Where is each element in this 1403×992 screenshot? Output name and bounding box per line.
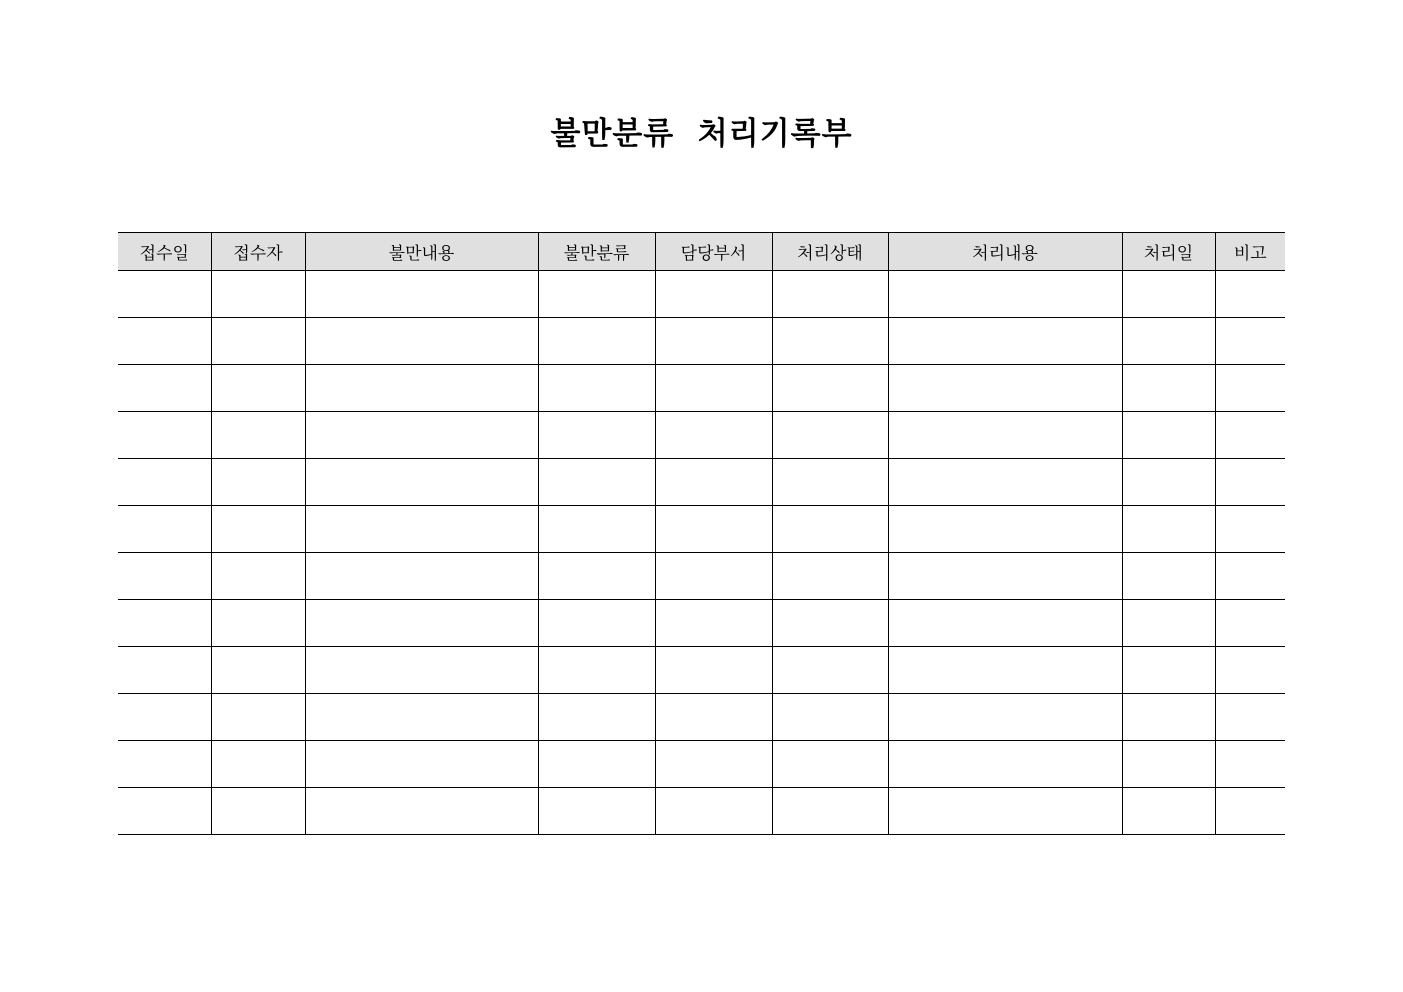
table-cell (211, 412, 305, 459)
table-cell (305, 600, 538, 647)
table-cell (118, 647, 211, 694)
table-body (118, 271, 1285, 835)
table-cell (888, 553, 1122, 600)
table-cell (1122, 365, 1215, 412)
table-cell (211, 318, 305, 365)
table-cell (118, 694, 211, 741)
table-cell (1215, 600, 1285, 647)
table-row (118, 412, 1285, 459)
table-cell (118, 741, 211, 788)
table-cell (305, 271, 538, 318)
table-cell (1122, 553, 1215, 600)
table-cell (655, 506, 772, 553)
table-cell (772, 365, 888, 412)
table-cell (1122, 459, 1215, 506)
table-cell (118, 271, 211, 318)
table-cell (655, 365, 772, 412)
header-row (118, 233, 1285, 271)
table-row (118, 459, 1285, 506)
table-cell (1122, 741, 1215, 788)
table-cell (211, 365, 305, 412)
table-cell (1215, 271, 1285, 318)
table-cell (1215, 788, 1285, 835)
table-cell (538, 647, 655, 694)
table-cell (772, 647, 888, 694)
column-header-receipt-date: 접수일 (118, 233, 211, 271)
table-cell (655, 694, 772, 741)
table-cell (538, 459, 655, 506)
table-cell (1215, 553, 1285, 600)
table-cell (305, 365, 538, 412)
table-cell (772, 459, 888, 506)
table-cell (118, 459, 211, 506)
table-cell (655, 412, 772, 459)
table-row (118, 506, 1285, 553)
column-header-remarks: 비고 (1215, 233, 1285, 271)
table-cell (118, 412, 211, 459)
table-cell (772, 318, 888, 365)
table-cell (538, 553, 655, 600)
table-cell (888, 506, 1122, 553)
table-cell (305, 318, 538, 365)
table-row (118, 318, 1285, 365)
table-cell (118, 553, 211, 600)
table-cell (305, 788, 538, 835)
table-cell (305, 694, 538, 741)
table-cell (211, 788, 305, 835)
column-header-complaint-category: 불만분류 (538, 233, 655, 271)
table-cell (1215, 694, 1285, 741)
table-row (118, 694, 1285, 741)
table-cell (538, 694, 655, 741)
column-header-department: 담당부서 (655, 233, 772, 271)
table-cell (772, 271, 888, 318)
table-cell (888, 271, 1122, 318)
table-cell (1122, 318, 1215, 365)
column-header-status: 처리상태 (772, 233, 888, 271)
table-row (118, 271, 1285, 318)
table-cell (888, 647, 1122, 694)
table-cell (1122, 694, 1215, 741)
table-cell (655, 788, 772, 835)
table-cell (118, 600, 211, 647)
table-cell (211, 647, 305, 694)
table-cell (655, 318, 772, 365)
table-cell (888, 788, 1122, 835)
table-cell (655, 271, 772, 318)
table-cell (655, 600, 772, 647)
table-cell (211, 600, 305, 647)
table-cell (1215, 318, 1285, 365)
table-cell (118, 318, 211, 365)
document-title: 불만분류 처리기록부 (550, 116, 853, 152)
table-cell (538, 365, 655, 412)
table-cell (211, 271, 305, 318)
table-cell (888, 365, 1122, 412)
table-cell (1215, 647, 1285, 694)
table-cell (655, 741, 772, 788)
table-cell (1215, 365, 1285, 412)
table-cell (888, 741, 1122, 788)
table-cell (1122, 271, 1215, 318)
table-cell (538, 506, 655, 553)
table-cell (305, 506, 538, 553)
table-cell (538, 412, 655, 459)
table-cell (888, 600, 1122, 647)
table-cell (888, 459, 1122, 506)
table-row (118, 741, 1285, 788)
table-cell (1215, 459, 1285, 506)
table-row (118, 600, 1285, 647)
table-cell (1215, 741, 1285, 788)
table-cell (305, 412, 538, 459)
table-cell (211, 694, 305, 741)
table-cell (888, 412, 1122, 459)
column-header-complaint-content: 불만내용 (305, 233, 538, 271)
table-row (118, 788, 1285, 835)
table-cell (211, 553, 305, 600)
table-cell (655, 553, 772, 600)
table-cell (118, 365, 211, 412)
table-cell (1215, 506, 1285, 553)
table-cell (888, 318, 1122, 365)
table-cell (538, 318, 655, 365)
table-cell (1122, 788, 1215, 835)
table-cell (772, 412, 888, 459)
table-cell (538, 271, 655, 318)
table-row (118, 365, 1285, 412)
table-cell (305, 459, 538, 506)
table-cell (1122, 412, 1215, 459)
table-row (118, 647, 1285, 694)
table-cell (772, 694, 888, 741)
table-cell (305, 553, 538, 600)
table-header (118, 233, 1285, 271)
column-header-action-date: 처리일 (1122, 233, 1215, 271)
table-row (118, 553, 1285, 600)
table-cell (305, 741, 538, 788)
table-cell (772, 553, 888, 600)
table-cell (538, 600, 655, 647)
table-cell (772, 741, 888, 788)
table-cell (772, 600, 888, 647)
column-header-receiver: 접수자 (211, 233, 305, 271)
table-cell (888, 694, 1122, 741)
table-cell (211, 506, 305, 553)
table-cell (1215, 412, 1285, 459)
table-cell (772, 506, 888, 553)
table-cell (655, 459, 772, 506)
table-cell (655, 647, 772, 694)
table-cell (772, 788, 888, 835)
complaint-record-table (118, 232, 1285, 835)
table-cell (538, 788, 655, 835)
table-cell (211, 459, 305, 506)
table-cell (1122, 600, 1215, 647)
table-cell (211, 741, 305, 788)
table-cell (538, 741, 655, 788)
table-cell (118, 506, 211, 553)
table-cell (1122, 647, 1215, 694)
table-cell (118, 788, 211, 835)
table-cell (305, 647, 538, 694)
table-cell (1122, 506, 1215, 553)
column-header-action-content: 처리내용 (888, 233, 1122, 271)
